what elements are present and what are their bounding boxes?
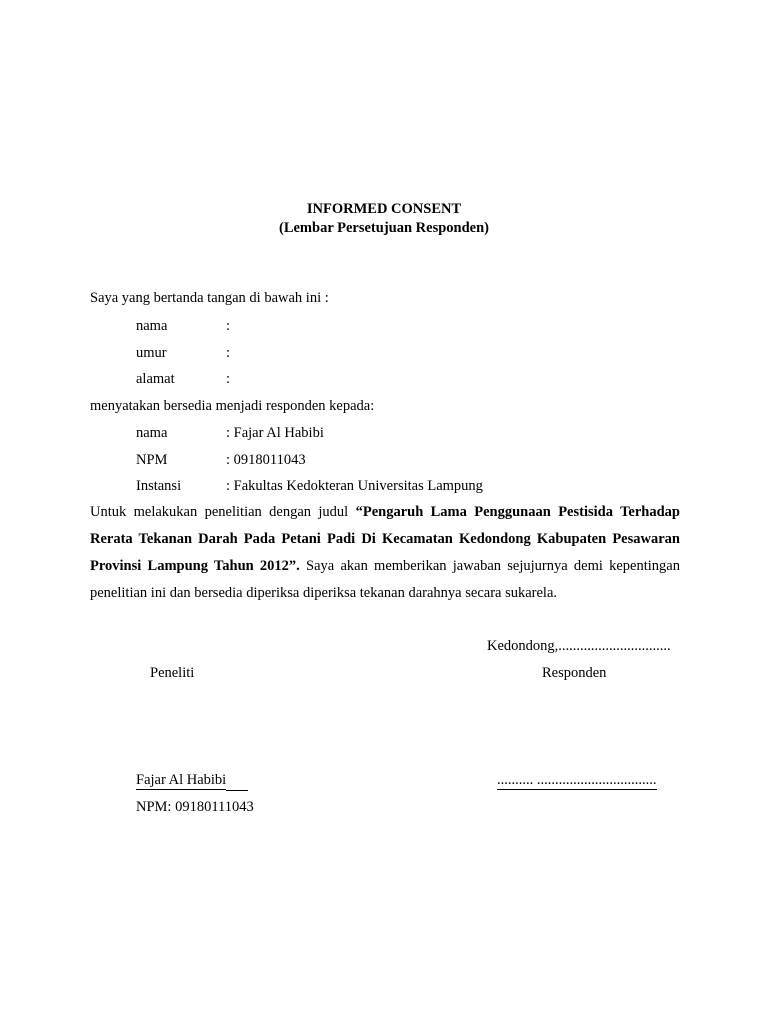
research-paragraph — [90, 499, 680, 607]
field-label: alamat — [136, 371, 175, 387]
researcher-signature-name — [136, 772, 248, 791]
field-label: nama — [136, 318, 168, 334]
document-subtitle: (Lembar Persetujuan Responden) — [279, 220, 489, 236]
signature-line — [226, 772, 248, 791]
researcher-npm: NPM: 09180111043 — [136, 799, 254, 815]
statement-text: menyatakan bersedia menjadi responden kepada: — [90, 398, 375, 414]
researcher-name: Fajar Al Habibi — [136, 772, 227, 788]
field-value: : 0918011043 — [226, 452, 306, 468]
paragraph-prefix: Untuk melakukan penelitian dengan judul — [90, 504, 356, 520]
respondent-name: .......... ................................. — [497, 772, 657, 788]
research-title: “Pengaruh Lama Penggunaan Pestisida Terhadap Rerata Tekanan Darah Pada Petani Padi Di Kecamatan Kedondong Kabupaten Pesawaran Provinsi Lampung Tahun 2012”. — [90, 504, 680, 574]
researcher-role: Peneliti — [150, 665, 195, 681]
field-label: umur — [136, 345, 167, 361]
field-value: : Fakultas Kedokteran Universitas Lampung — [226, 478, 483, 494]
intro-text: Saya yang bertanda tangan di bawah ini : — [90, 290, 329, 306]
paragraph-suffix: Saya akan memberikan jawaban sejujurnya demi kepentingan penelitian ini dan bersedia diperiksa diperiksa tekanan darahnya secara sukarela. — [90, 558, 680, 601]
document-title: INFORMED CONSENT — [306, 201, 462, 217]
field-label: Instansi — [136, 478, 182, 494]
field-value: : Fajar Al Habibi — [226, 425, 324, 441]
field-value: : — [226, 318, 231, 334]
field-label: nama — [136, 425, 168, 441]
respondent-role: Responden — [542, 665, 607, 681]
field-value: : — [226, 371, 231, 387]
place-date: Kedondong,............................... — [487, 638, 671, 654]
field-value: : — [226, 345, 231, 361]
field-label: NPM — [136, 452, 168, 468]
respondent-signature-line — [497, 772, 657, 789]
